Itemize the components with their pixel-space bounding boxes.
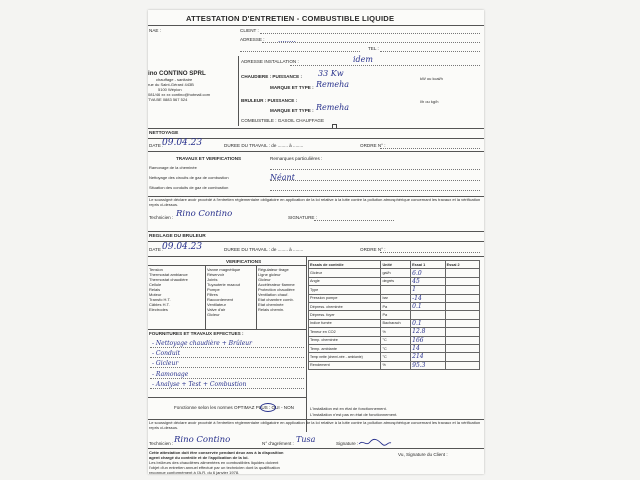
verif-item: Valve d'air: [207, 307, 226, 312]
conform-text: L'installation est en état de fonctionnement.: [310, 406, 387, 411]
reglage-ordre: ORDRE N° :: [360, 247, 386, 252]
row-value: 45: [411, 277, 445, 285]
reglage-date-value: 09.04.23: [162, 242, 203, 252]
table-row: [309, 353, 480, 361]
row-value: 95.3: [411, 361, 445, 369]
row-value: -14: [411, 294, 445, 302]
verif-item: Thermostat chaudière: [149, 277, 188, 282]
row-label: Temp. ambiante: [309, 344, 381, 352]
verif-item: Tuyauterie mazout: [207, 282, 240, 287]
verif-col-3: [258, 267, 295, 312]
nettoyage-title: NETTOYAGE: [149, 131, 179, 136]
row-unit: °C: [381, 353, 411, 361]
table-row: [309, 286, 480, 294]
nettoyage-technicien-value: Rino Contino: [176, 209, 233, 219]
row-unit: Pa: [381, 311, 411, 319]
row-label: Temp. cheminée: [309, 336, 381, 344]
verif-item: Cellule: [149, 282, 162, 287]
col-essai-1: Essai 1: [411, 261, 445, 269]
optimaz-circle: [260, 403, 276, 412]
row-label: Temp nette (chemi-née - ambiante): [309, 353, 381, 361]
row-label: Angle: [309, 277, 381, 285]
table-row: [309, 294, 480, 302]
row-value: [411, 311, 445, 319]
row-value: 0.1: [411, 302, 445, 310]
row-label: Indice fumée: [309, 319, 381, 327]
travaux-title: TRAVAUX ET VERIFICATIONS: [176, 156, 242, 161]
row-label: Pression pompe: [309, 294, 381, 302]
verif-item: Thermostat ambiance: [149, 272, 188, 277]
agrement-label: N° d'agrément :: [262, 441, 294, 446]
legal-line-1: Cette attestation doit être conservée pendant deux ans à la disposition: [149, 450, 284, 455]
table-row: [309, 361, 480, 369]
document-title: ATTESTATION D'ENTRETIEN - COMBUSTIBLE LIQUIDE: [186, 14, 395, 23]
row-unit: %: [381, 361, 411, 369]
verif-item: Ventilation chauf.: [258, 292, 289, 297]
remarques-title: Remarques particulières :: [270, 156, 323, 161]
verif-item: Raccordement: [207, 297, 234, 302]
fourniture-line-3: - Gicleur: [152, 360, 179, 367]
verif-item: Tension: [149, 267, 163, 272]
row-value: 166: [411, 336, 445, 344]
chaudiere-marque-value: Remeha: [316, 80, 349, 89]
chaudiere-marque-label: MARQUE ET TYPE :: [270, 85, 314, 90]
table-row: [309, 302, 480, 310]
verif-item: Moteur: [149, 292, 162, 297]
table-row: [309, 336, 480, 344]
combustible-label: COMBUSTIBLE : GASOIL CHAUFFAGE: [241, 118, 325, 123]
row-label: Gicleur: [309, 269, 381, 277]
verif-item: Filtres: [207, 292, 218, 297]
company-line-2: rue du Saint-Gérard 443B: [148, 82, 194, 87]
nae-label: NAE :: [149, 28, 161, 33]
row-unit: %: [381, 328, 411, 336]
row-value: 0.1: [411, 319, 445, 327]
row-value: 12.8: [411, 328, 445, 336]
nettoyage-item-3: Situation des conduits de gaz de combustion: [149, 185, 229, 190]
row-value: 6.0: [411, 269, 445, 277]
nonconform-text: L'installation n'est pas en état de fonctionnement.: [310, 412, 398, 417]
legal-block: [149, 450, 385, 475]
row-unit: gal/h: [381, 269, 411, 277]
client-handwritten: ........: [278, 36, 296, 44]
adresse-label: ADRESSE :: [240, 37, 265, 42]
verif-item: Relais chemin.: [258, 307, 285, 312]
reglage-date-label: DATE :: [149, 247, 164, 252]
verif-item: Vanne magnétique: [207, 267, 241, 272]
tel-label: TEL :: [368, 46, 379, 51]
nettoyage-note: Le soussigné déclare avoir procédé à l'entretien réglementaire obligatoire en application de la loi relative à la lutte contre la pollution atmosphérique concernant les travaux et la vérification repris ci-dessus.: [149, 197, 481, 207]
table-row: [309, 328, 480, 336]
row-label: Dépress. foyer: [309, 311, 381, 319]
table-row: [309, 319, 480, 327]
row-value: 14: [411, 344, 445, 352]
verif-item: Transfo H.T.: [149, 297, 171, 302]
table-row: [309, 269, 480, 277]
table-row: [309, 344, 480, 352]
remarques-value: Néant: [270, 173, 295, 182]
signature-label: Signature :: [336, 441, 359, 446]
company-line-5: TVA BE 0883 567 524: [148, 97, 188, 102]
col-essai-2: Essai 2: [445, 261, 479, 269]
row-value: 1: [411, 286, 445, 294]
adresse-installation-label: ADRESSE INSTALLATION :: [241, 59, 299, 64]
verifications-title: VERIFICATIONS: [226, 259, 262, 264]
fourniture-line-5: - Analyse + Test + Combustion: [152, 381, 247, 388]
company-line-3: 5100 Wépion: [158, 87, 182, 92]
chaudiere-puissance-value: 33 Kw: [318, 69, 344, 78]
verif-item: Electrodes: [149, 307, 168, 312]
client-signature-label: Vu, Signature du Client :: [398, 452, 448, 457]
row-unit: bar: [381, 294, 411, 302]
nettoyage-item-1: Ramonage de la cheminée: [149, 165, 197, 170]
verif-item: Etat chambre comb.: [258, 297, 294, 302]
row-value: 214: [411, 353, 445, 361]
fournitures-title: FOURNITURES ET TRAVAUX EFFECTUES :: [149, 331, 244, 336]
verif-item: Protection chaudière: [258, 287, 295, 292]
nettoyage-duree: DUREE DU TRAVAIL : de ........ à ........: [224, 143, 304, 148]
company-stamp: [148, 70, 210, 102]
fourniture-line-1: - Nettoyage chaudière + Brûleur: [152, 340, 253, 347]
reglage-technicien-label: Technicien :: [149, 441, 174, 446]
row-unit: Bacharach: [381, 319, 411, 327]
row-unit: °C: [381, 336, 411, 344]
verif-item: Gicleur: [207, 312, 220, 317]
nettoyage-date-value: 09.04.23: [162, 138, 203, 148]
bruleur-marque-label: MARQUE ET TYPE :: [270, 108, 314, 113]
bruleur-unit: l/h ou kg/h: [420, 99, 439, 104]
verif-item: Pompe: [207, 287, 220, 292]
table-row: [309, 311, 480, 319]
legal-line-5: reconnue conformément à l'A.R. du 6 janvier 1978.: [149, 470, 240, 475]
fourniture-line-4: - Ramonage: [152, 371, 189, 378]
verif-item: Ventilateur: [207, 302, 226, 307]
agrement-value: Tusa: [296, 435, 316, 444]
row-unit: degrés: [381, 277, 411, 285]
measurements-table: [308, 260, 480, 370]
fourniture-line-2: - Conduit: [152, 350, 181, 357]
chaudiere-puissance-label: CHAUDIERE : PUISSANCE :: [241, 74, 302, 79]
verif-col-2: [207, 267, 240, 317]
installation-handwritten: idem: [353, 55, 373, 64]
row-unit: Pa: [381, 302, 411, 310]
verif-col-1: [149, 267, 188, 312]
table-row: [309, 277, 480, 285]
reglage-title: REGLAGE DU BRULEUR: [149, 234, 206, 239]
reglage-duree: DUREE DU TRAVAIL : de ........ à ........: [224, 247, 304, 252]
table-header-row: [309, 261, 480, 269]
optimaz-note: Fonctionne selon les normes OPTIMAZ PLUS : OUI - NON: [174, 405, 294, 410]
verif-item: Relais: [149, 287, 161, 292]
bruleur-marque-value: Remeha: [316, 103, 349, 112]
company-line-1: chauffage - sanitaire: [156, 77, 193, 82]
company-line-4: 081/46 xx xx contino@hotmail.com: [148, 92, 211, 97]
client-label: CLIENT :: [240, 28, 259, 33]
row-label: Teneur en CO2: [309, 328, 381, 336]
verif-item: Régulateur tirage: [258, 267, 289, 272]
col-essais: Essais de contrôle: [309, 261, 381, 269]
verif-item: Etat cheminée: [258, 302, 284, 307]
nettoyage-item-2: Nettoyage des circuits de gaz de combustion: [149, 175, 229, 180]
reglage-note: Le soussigné déclare avoir procédé à l'entretien réglementaire obligatoire en application de la loi relative à la lutte contre la pollution atmosphérique concernant les travaux et la vérification repris ci-dessus.: [149, 420, 481, 430]
nettoyage-technicien-label: Technicien :: [149, 215, 174, 220]
company-name: ino CONTINO SPRL: [148, 70, 206, 77]
nettoyage-date-label: DATE :: [149, 143, 164, 148]
row-label: Type: [309, 286, 381, 294]
row-unit: [381, 286, 411, 294]
col-unite: Unité: [381, 261, 411, 269]
row-label: Dépress. cheminée: [309, 302, 381, 310]
reglage-technicien-value: Rino Contino: [174, 435, 231, 445]
puissance-unit: kW ou kcal/h: [420, 76, 443, 81]
verif-item: Joints: [207, 277, 218, 282]
verif-item: Gicleur: [258, 277, 271, 282]
bruleur-puissance-label: BRULEUR : PUISSANCE :: [241, 98, 298, 103]
legal-line-4: l'objet d'un entretien annuel effectué par un technicien dont la qualification: [149, 465, 280, 470]
combustible-checkbox[interactable]: [332, 118, 338, 136]
legal-line-2: agent chargé du contrôle et de l'application de la loi.: [149, 455, 249, 460]
nettoyage-ordre: ORDRE N° :: [360, 143, 386, 148]
nettoyage-signature-label: SIGNATURE :: [288, 215, 318, 220]
verif-item: Réservoir: [207, 272, 225, 277]
verif-item: Accélérateur flamme: [258, 282, 295, 287]
document-page: [148, 10, 484, 474]
legal-line-3: Les brûleurs des chaudières alimentées en combustibles liquides doivent: [149, 460, 279, 465]
verif-item: Câbles H.T.: [149, 302, 170, 307]
row-unit: °C: [381, 344, 411, 352]
row-label: Rendement: [309, 361, 381, 369]
verif-item: Ligne gicleur: [258, 272, 281, 277]
